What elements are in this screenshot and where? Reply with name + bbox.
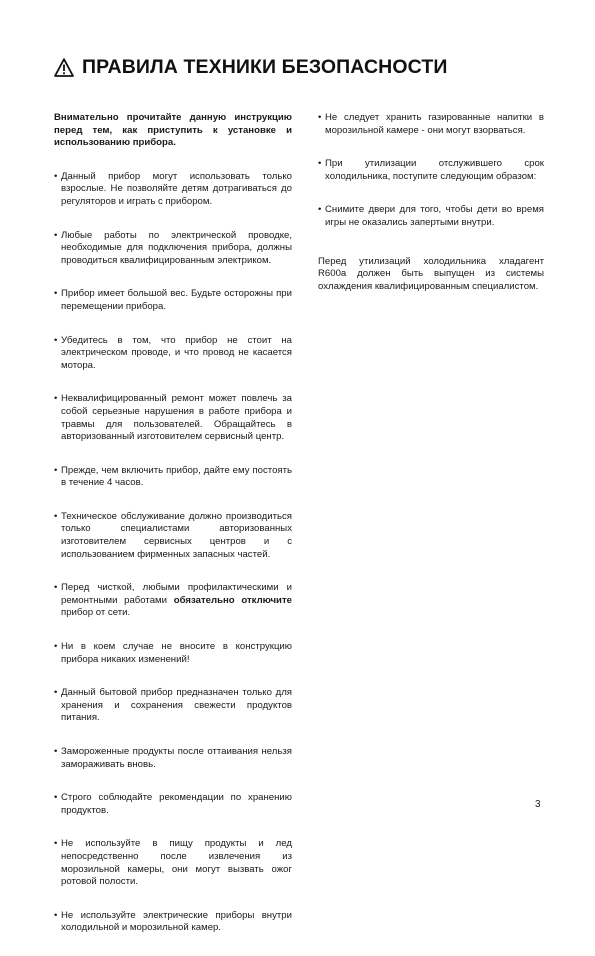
list-item-text: Прибор имеет большой вес. Будьте осторожны при перемещении прибора. <box>61 288 292 312</box>
list-item-text: Данный прибор могут использовать только взрослые. Не позволяйте детям дотрагиваться до регуляторов и играть с прибором. <box>61 170 292 207</box>
warning-triangle-icon <box>54 58 74 77</box>
bullet-icon: • <box>54 792 58 804</box>
list-item <box>54 641 292 666</box>
list-item <box>54 393 292 443</box>
list-item-text: Строго соблюдайте рекомендации по хранению продуктов. <box>61 792 292 816</box>
list-item <box>54 335 292 373</box>
bullet-icon: • <box>54 838 58 850</box>
list-item-text: Ни в коем случае не вносите в конструкцию прибора никаких изменений! <box>61 641 292 665</box>
list-item <box>54 511 292 561</box>
bullet-icon: • <box>54 170 58 182</box>
bullet-icon: • <box>318 112 322 123</box>
bullet-icon: • <box>54 229 58 241</box>
bullet-icon: • <box>54 746 58 757</box>
list-item <box>54 746 292 771</box>
list-item-text: Не следует хранить газированные напитки в морозильной камере - они могут взорваться. <box>325 112 544 136</box>
bullet-icon: • <box>54 909 58 921</box>
emphasis-text: обязательно отключите <box>173 594 292 606</box>
page-number: 3 <box>535 799 541 810</box>
bullet-icon: • <box>54 582 58 594</box>
list-item <box>54 838 292 888</box>
list-item-text: Любые работы по электрической проводке, необходимые для подключения прибора, должны проводиться квалифицированным электриком. <box>61 229 292 266</box>
bullet-icon: • <box>54 393 58 405</box>
bullet-icon: • <box>54 687 58 699</box>
list-item-text: Не используйте в пищу продукты и лед непосредственно после извлечения из морозильной камеры, они могут вызвать ожог ротовой полости. <box>61 838 292 888</box>
bullet-icon: • <box>54 288 58 300</box>
intro-text: Внимательно прочитайте данную инструкцию перед тем, как приступить к установке и использованию прибора. <box>54 112 292 149</box>
list-item-text: Не используйте электрические приборы внутри холодильной и морозильной камер. <box>61 909 292 934</box>
list-item <box>318 112 544 137</box>
list-item-text-start: Перед чисткой, любыми профилактическими и ремонтными работами <box>61 582 292 606</box>
list-item-text: Данный бытовой прибор предназначен только для хранения и сохранения свежести продуктов питания. <box>61 687 292 724</box>
page-title-text: ПРАВИЛА ТЕХНИКИ БЕЗОПАСНОСТИ <box>82 56 448 78</box>
list-item-text: Прежде, чем включить прибор, дайте ему постоять в течение 4 часов. <box>61 464 292 489</box>
left-column <box>54 112 292 956</box>
list-item <box>318 158 544 183</box>
list-item-text: При утилизации отслужившего срок холодильника, поступите следующим образом: <box>325 158 544 182</box>
list-item <box>54 687 292 725</box>
disposal-note: Перед утилизаций холодильника хладагент R600a должен быть выпущен из системы охлаждения квалифицированным специалистом. <box>318 255 544 292</box>
bullet-icon: • <box>54 334 58 346</box>
list-item <box>54 792 292 817</box>
list-item <box>54 230 292 268</box>
list-item-text: Техническое обслуживание должно производиться только специалистами авторизованных изготовителем сервисных центров и с использованием фирменных запасных частей. <box>61 510 292 560</box>
list-item-text: Замороженные продукты после оттаивания нельзя замораживать вновь. <box>61 746 292 770</box>
bullet-icon: • <box>318 158 322 170</box>
bullet-icon: • <box>54 464 58 476</box>
list-item-text: Снимите двери для того, чтобы дети во время игры не оказались запертыми внутри. <box>325 204 544 228</box>
bullet-icon: • <box>54 641 58 653</box>
list-item-text-end: прибор от сети. <box>61 607 131 619</box>
page-title <box>54 56 447 79</box>
bullet-icon: • <box>318 204 322 216</box>
list-item-text <box>61 582 292 620</box>
list-item <box>54 910 292 935</box>
list-item <box>318 204 544 229</box>
right-column <box>318 112 544 314</box>
list-item <box>54 171 292 209</box>
bullet-icon: • <box>54 510 58 522</box>
list-item <box>54 288 292 313</box>
list-item-text: Убедитесь в том, что прибор не стоит на электрическом проводе, и что провод не касается мотора. <box>61 334 292 371</box>
list-item <box>54 582 292 620</box>
list-item <box>54 465 292 490</box>
list-item-text: Неквалифицированный ремонт может повлечь за собой серьезные нарушения в работе прибора и травмы для пользователей. Обращайтесь в авторизованный изготовителем сервисный центр. <box>61 393 292 443</box>
